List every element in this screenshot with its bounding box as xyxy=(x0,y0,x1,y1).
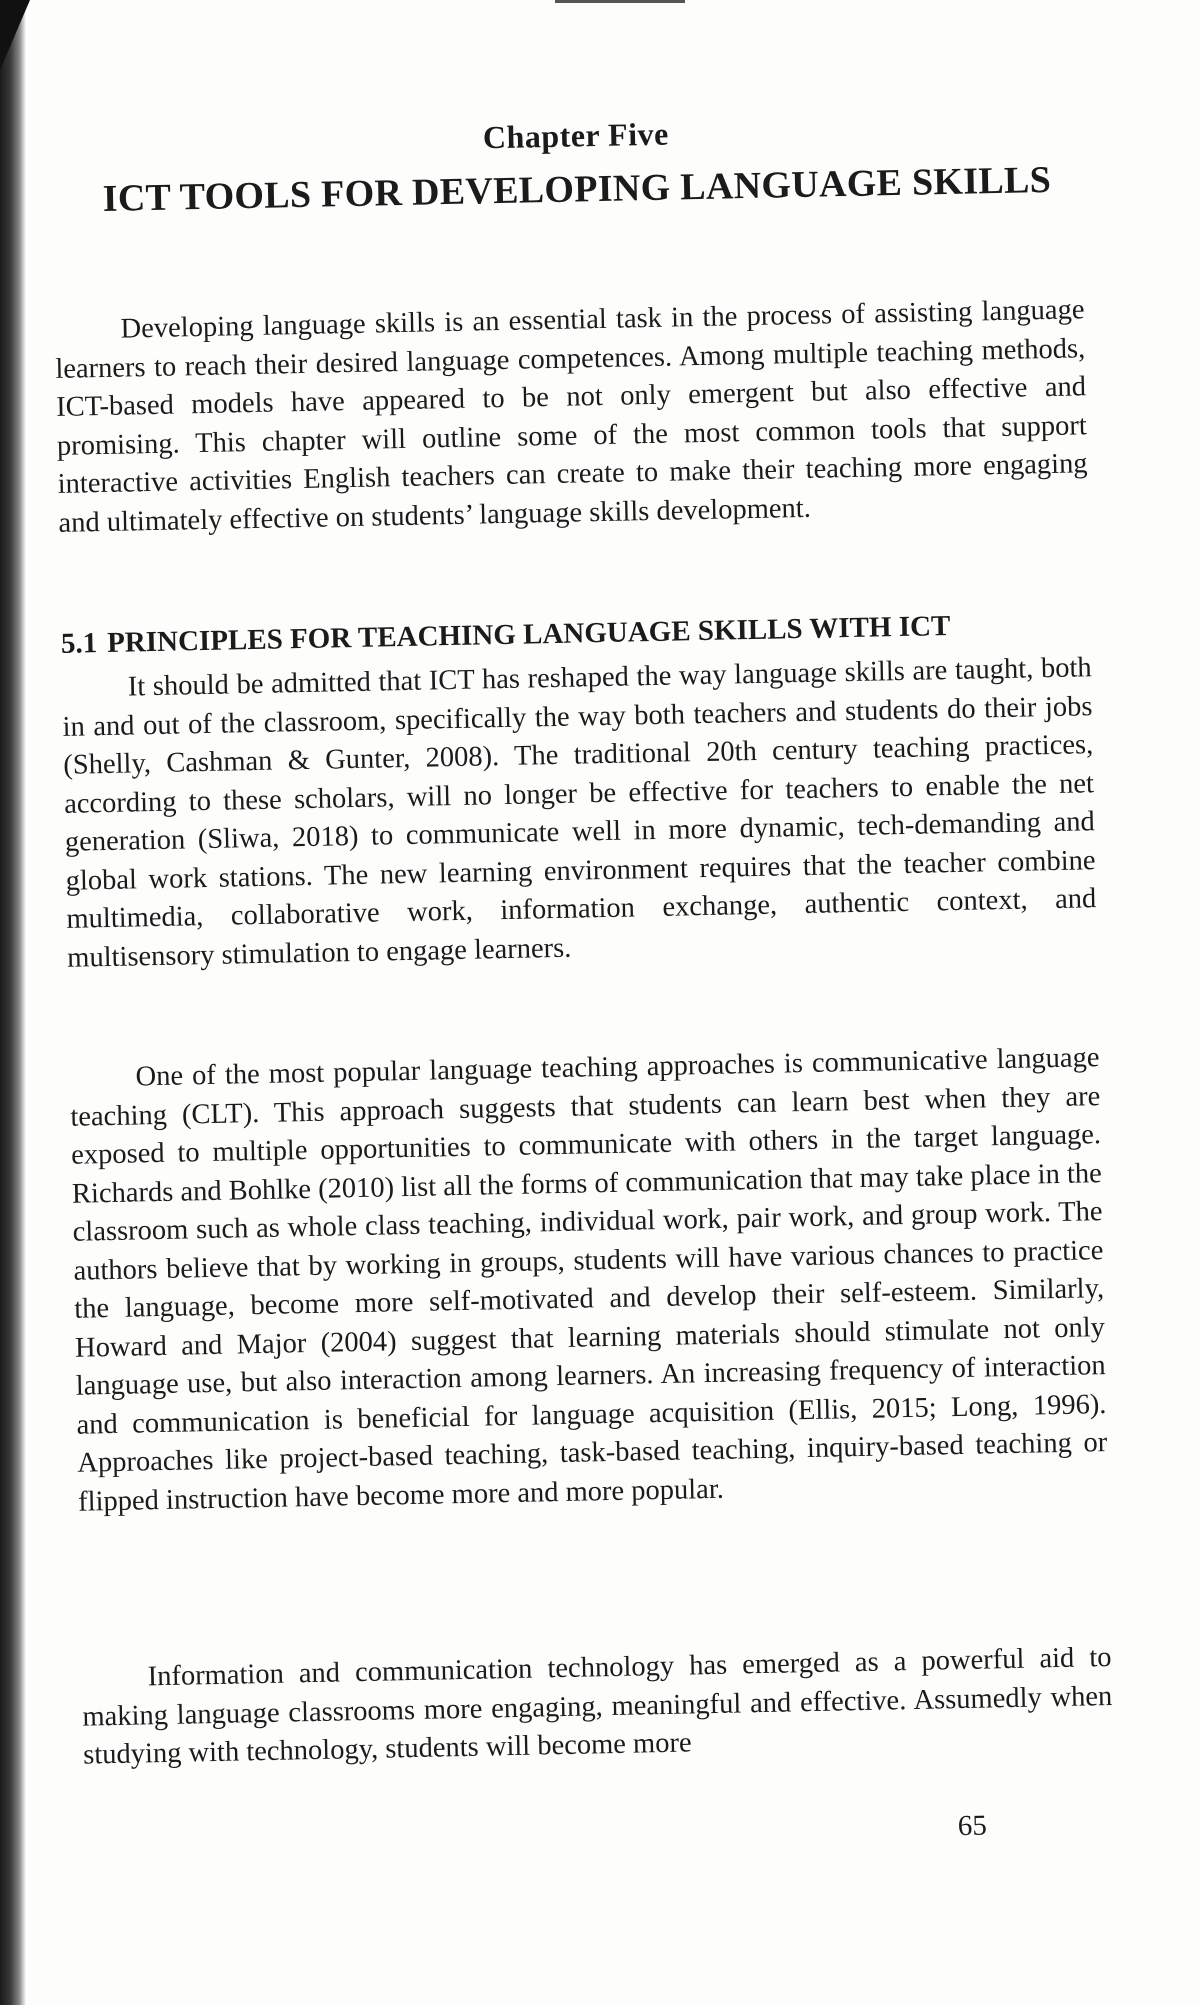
section-title: PRINCIPLES FOR TEACHING LANGUAGE SKILLS WITH ICT xyxy=(106,610,951,659)
book-binding-shadow xyxy=(0,0,26,2005)
top-edge-mark xyxy=(555,0,685,3)
body-paragraph: Information and communication technology has emerged as a powerful aid to making language classrooms more engaging, meaningful and effective. Assumedly when studying with technology, students will become more xyxy=(82,1641,1113,1771)
page-corner-shadow xyxy=(0,0,30,70)
chapter-title: ICT TOOLS FOR DEVELOPING LANGUAGE SKILLS xyxy=(102,158,1052,220)
body-paragraph: It should be admitted that ICT has reshaped the way language skills are taught, both in and out of the classroom, specifically the way both teachers and students do their jobs (Shelly, Cashman & Gunter, 2008). The traditional 20th century teaching practices, according to these scholars, will no longer be effective for teachers to enable the net generation (Sliwa, 2018) to communicate well in more dynamic, tech-demanding and global work stations. The new learning environment requires that the teacher combine multimedia, collaborative work, information exchange, authentic context, and multisensory stimulation to engage learners. xyxy=(62,652,1097,974)
body-paragraph: One of the most popular language teaching approaches is communicative language teaching (CLT). This approach suggests that students can learn best when they are exposed to multiple opportunities to communicate with others in the target language. Richards and Bohlke (2010) list all the forms of communication that may take place in the classroom such as whole class teaching, individual work, pair work, and group work. The authors believe that by working in groups, students will have various chances to practice the language, become more self-motivated and develop their self-esteem. Similarly, Howard and Major (2004) suggest that learning materials should stimulate not only language use, but also interaction among learners. An increasing frequency of interaction and communication is beneficial for language acquisition (Ellis, 2015; Long, 1996). Approaches like project-based teaching, task-based teaching, inquiry-based teaching or flipped instruction have become more and more popular. xyxy=(70,1042,1108,1518)
page-number: 65 xyxy=(957,1809,988,1843)
section-number: 5.1 xyxy=(60,627,98,660)
intro-paragraph: Developing language skills is an essential task in the process of assisting language learners to reach their desired language competences. Among multiple teaching methods, ICT-based models have appeared to be not only emergent but also effective and promising. This chapter will outline some of the most common tools that support interactive activities English teachers can create to make their teaching more engaging and ultimately effective on students’ language skills development. xyxy=(55,294,1088,539)
chapter-label: Chapter Five xyxy=(482,115,670,156)
